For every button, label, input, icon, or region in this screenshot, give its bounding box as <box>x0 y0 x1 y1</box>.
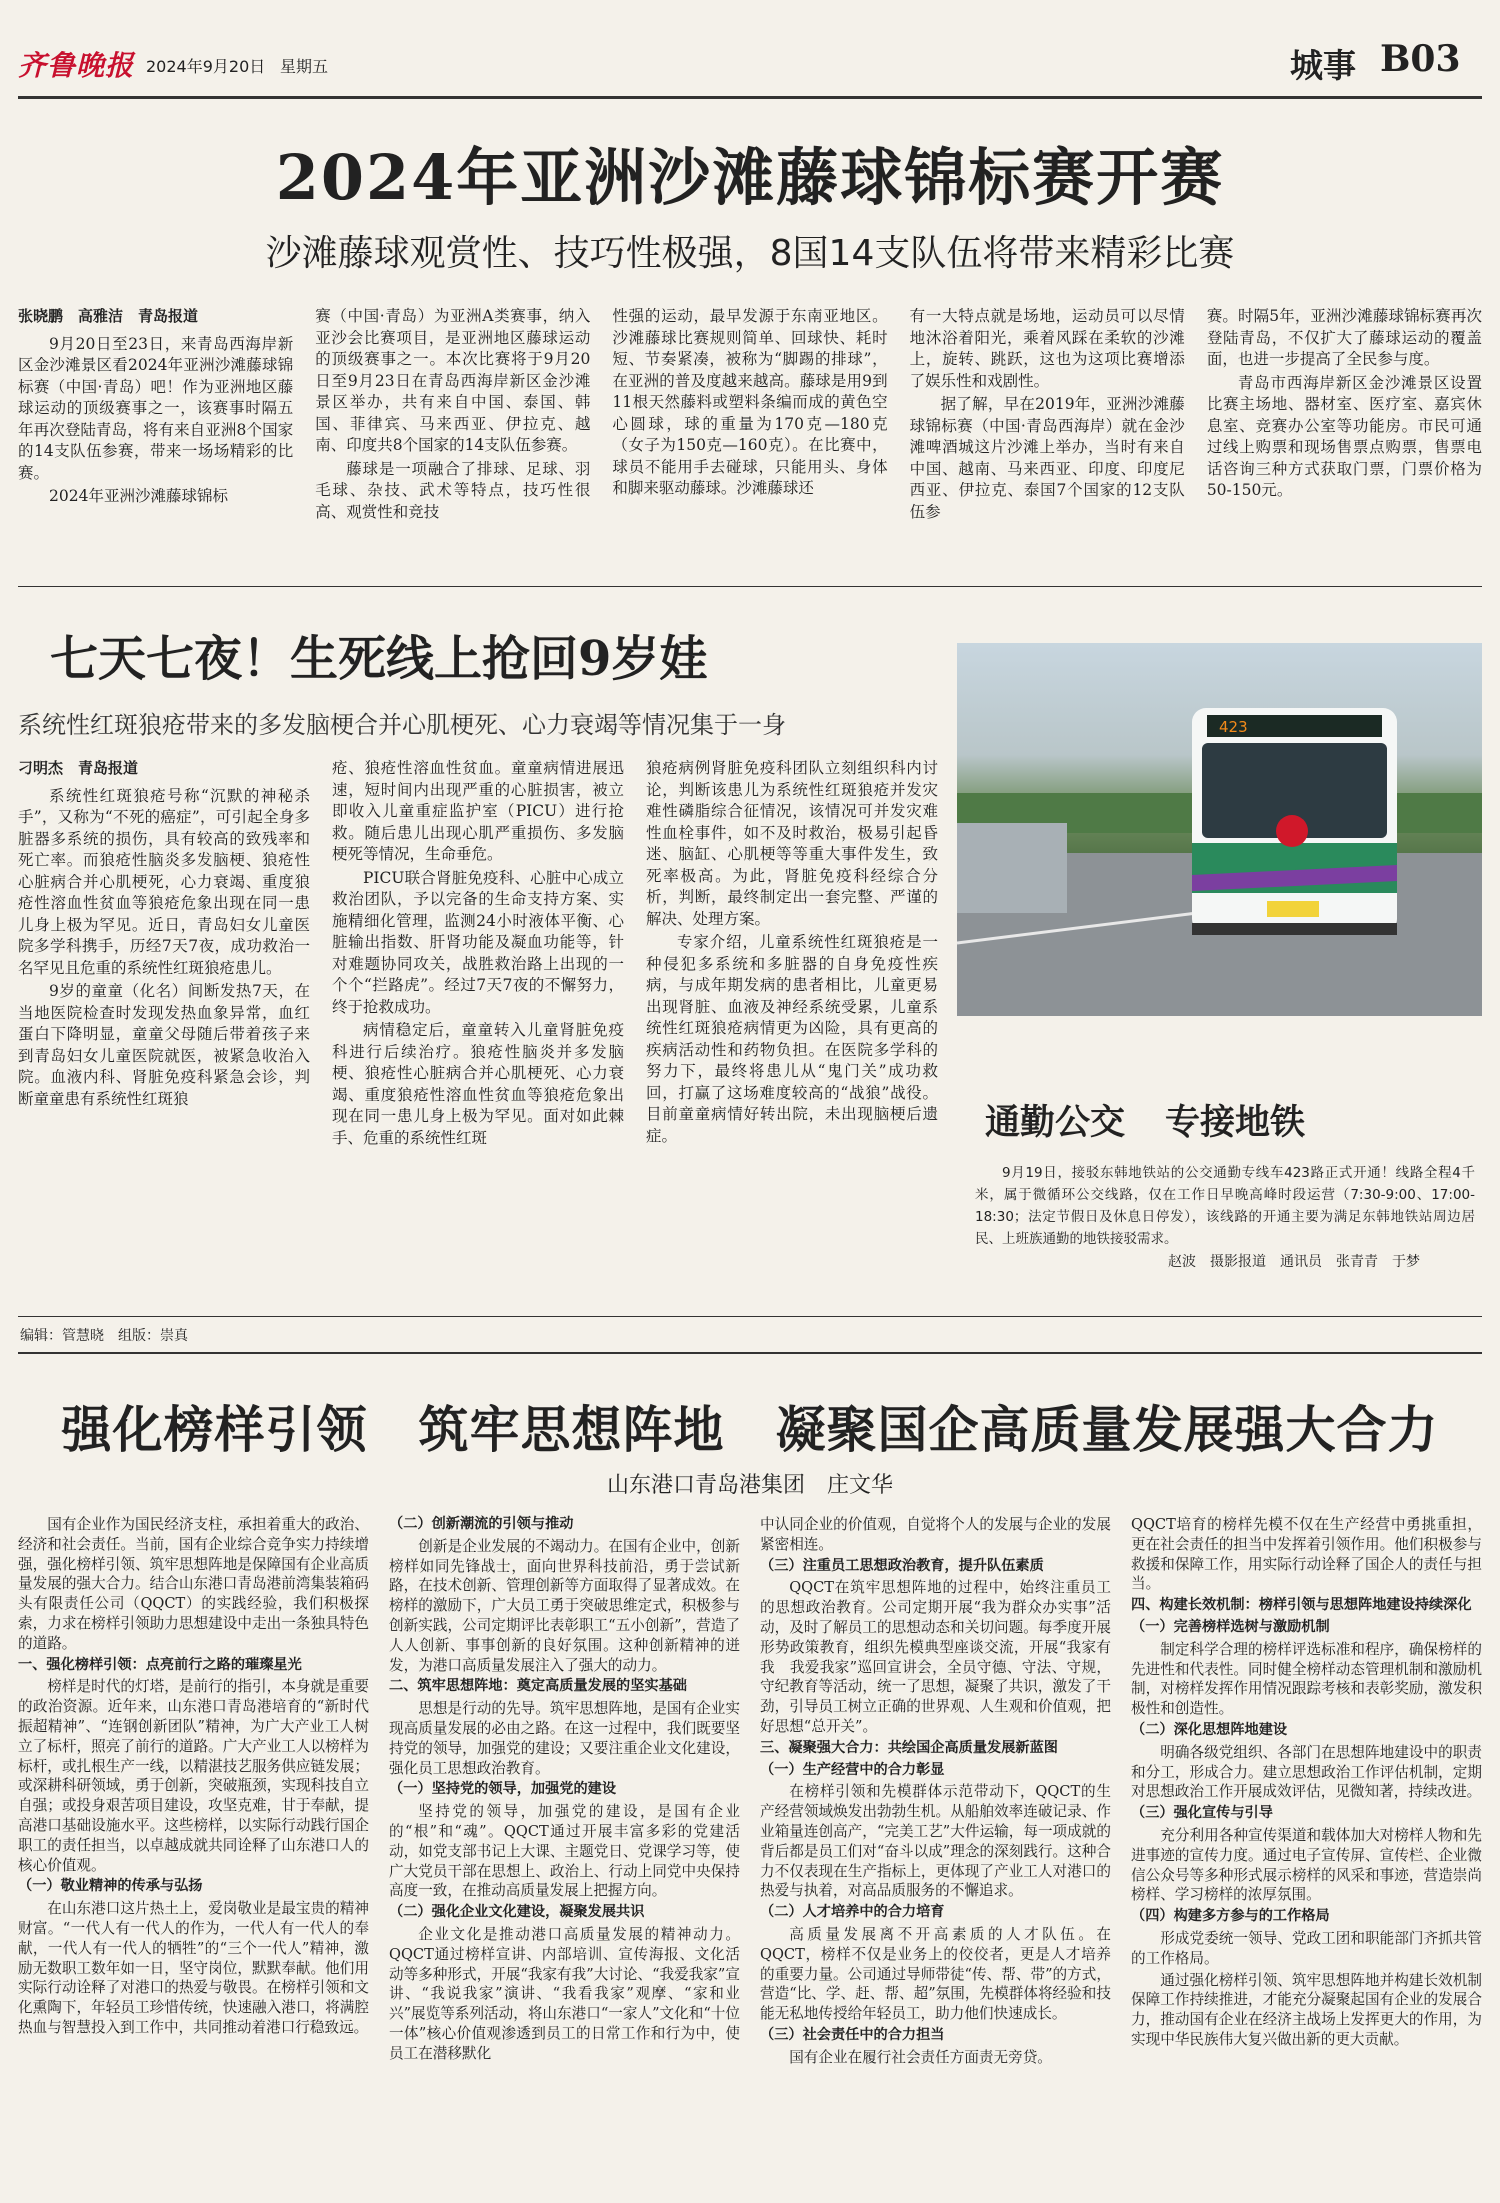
article1-column <box>612 306 887 568</box>
article3-paragraph: 通过强化榜样引领、筑牢思想阵地并构建长效机制保障工作持续推进，才能充分凝聚起国有企业的发展合力，推动国有企业在经济主战场上发挥更大的作用，为实现中华民族伟大复兴做出新的更大贡献。 <box>1131 1971 1482 2048</box>
article3-column <box>389 1515 740 2200</box>
article2-byline: 刁明杰 青岛报道 <box>18 759 139 777</box>
article1-subtitle: 沙滩藤球观赏性、技巧性极强，8国14支队伍将带来精彩比赛 <box>265 233 1235 274</box>
article3-paragraph: 创新是企业发展的不竭动力。在国有企业中，创新榜样如同先锋战士，面向世界科技前沿，勇于尝试新路，在技术创新、管理创新等方面取得了显著成效。在榜样的激励下，广大员工勇于突破思维定式，积极参与创新实践，公司定期评比表彰职工“五小创新”，营造了人人创新、事事创新的良好氛围。这种创新精神的迸发，为港口高质量发展注入了强大的动力。 <box>389 1537 740 1674</box>
article3-paragraph: QQCT在筑牢思想阵地的过程中，始终注重员工的思想政治教育。公司定期开展“我为群众办实事”活动，及时了解员工的思想动态和关切问题。每季度开展形势政策教育，组织先模典型座谈交流，开展“我家有我 我爱我家”巡回宣讲会，全员守德、守法、守规，守纪教育等活动，统一了思想，凝聚了共识，激发了干劲，引导员工树立正确的世界观、人生观和价值观，把好思想“总开关”。 <box>760 1579 1111 1735</box>
article3-paragraph: 形成党委统一领导、党政工团和职能部门齐抓共管的工作格局。 <box>1131 1929 1482 1967</box>
article1-paragraph: 赛（中国·青岛）为亚洲A类赛事，纳入亚沙会比赛项目，是亚洲地区藤球运动的顶级赛事之一。本次比赛将于9月20日至9月23日在青岛西海岸新区金沙滩景区举办，共有来自中国、泰国、韩国、菲律宾、马来西亚、伊拉克、越南、印度共8个国家的14支队伍参赛。 <box>315 307 591 454</box>
article3-subheading: （一）完善榜样选树与激励机制 <box>1131 1618 1330 1635</box>
article1-column <box>315 306 590 568</box>
article2-paragraph: PICU联合肾脏免疫科、心脏中心成立救治团队，予以完备的生命支持方案、实施精细化管理，监测24小时液体平衡、心脏输出指数、肝肾功能及凝血功能等，针对难题协同攻关，战胜救治路上出现的一个个“拦路虎”。经过7天7夜的不懈努力，终于抢救成功。 <box>332 868 624 1016</box>
article3-subheading: （三）强化宣传与引导 <box>1131 1805 1273 1822</box>
article3-subheading: （一）生产经营中的合力彰显 <box>760 1761 945 1778</box>
article3-subheading: 三、凝聚强大合力：共绘国企高质量发展新蓝图 <box>760 1739 1058 1756</box>
photo-credit: 赵波 摄影报道 通讯员 张青青 于梦 <box>1168 1254 1420 1270</box>
photo-title-b: 专接地铁 <box>1165 1102 1306 1143</box>
article1-rule <box>18 586 1482 587</box>
article3-paragraph: 国有企业作为国民经济支柱，承担着重大的政治、经济和社会责任。当前，国有企业综合竞争实力持续增强，强化榜样引领、筑牢思想阵地是保障国有企业高质量发展的强大合力。结合山东港口青岛港前湾集装箱码头有限责任公司（QQCT）的实践经验，我们积极探索，力求在榜样引领助力思想建设中走出一条独具特色的道路。 <box>18 1516 369 1652</box>
masthead-rule <box>18 96 1482 99</box>
bus-photo-drawing <box>957 643 1482 1016</box>
photo-caption: 9月19日，接驳东韩地铁站的公交通勤专线车423路正式开通！线路全程4千米，属于微循环公交线路，仅在工作日早晚高峰时段运营（7:30-9:00、17:00-18:30；法定节假日及休息日停发），该线路的开通主要为满足东韩地铁站周边居民、上班族通勤的地铁接驳需求。 <box>975 1165 1475 1247</box>
article3-title: 强化榜样引领 筑牢思想阵地 凝聚国企高质量发展强大合力 <box>61 1400 1439 1459</box>
article3-paragraph: 制定科学合理的榜样评选标准和程序，确保榜样的先进性和代表性。同时健全榜样动态管理机制和激励机制，对榜样发挥作用情况跟踪考核和表彰奖励，激发积极性和创造性。 <box>1131 1640 1482 1718</box>
masthead <box>18 30 1482 92</box>
article3-subheading: 二、筑牢思想阵地：奠定高质量发展的坚实基础 <box>389 1678 687 1695</box>
article1-paragraph: 赛。时隔5年，亚洲沙滩藤球锦标赛再次登陆青岛，不仅扩大了藤球运动的覆盖面，也进一步提高了全民参与度。 <box>1206 307 1483 368</box>
article3-column <box>760 1515 1111 2200</box>
article3-subheading: （四）构建多方参与的工作格局 <box>1131 1908 1330 1925</box>
article2-paragraph: 专家介绍，儿童系统性红斑狼疮是一种侵犯多系统和多脏器的自身免疫性疾病，与成年期发病的患者相比，儿童更易出现肾脏、血液及神经系统受累，儿童系统性红斑狼疮病情更为凶险，具有更高的疾病活动性和药物负担。在医院多学科的努力下，最终将患儿从“鬼门关”成功救回，打赢了这场难度较高的“战狼”战役。目前童童病情好转出院，未出现脑梗后遗症。 <box>646 933 938 1145</box>
article1-body <box>18 306 1482 568</box>
article1-paragraph: 据了解，早在2019年，亚洲沙滩藤球锦标赛（中国·青岛西海岸）就在金沙滩啤酒城这片沙滩上举办，当时有来自中国、越南、马来西亚、印度、印度尼西亚、伊拉克、泰国7个国家的12支队伍参 <box>909 395 1185 521</box>
article1-paragraph: 2024年亚洲沙滩藤球锦标 <box>49 487 228 505</box>
article1-byline: 张晓鹏 高雅洁 青岛报道 <box>18 307 199 325</box>
article2-paragraph: 系统性红斑狼疮号称“沉默的神秘杀手”，又称为“不死的癌症”，可引起全身多脏器多系统的损伤，具有较高的致残率和死亡率。而狼疮性脑炎多发脑梗、狼疮性心脏病合并心肌梗死，心力衰竭、重度狼疮性溶血性贫血等狼疮危象出现在同一患儿身上极为罕见。近日，青岛妇女儿童医院多学科携手，历经7天7夜，成功救治一名罕见且危重的系统性红斑狼疮患儿。 <box>18 786 310 977</box>
article3-paragraph: QQCT培育的榜样先模不仅在生产经营中勇挑重担，更在社会责任的担当中发挥着引领作用。他们积极参与救援和保障工作，用实际行动诠释了国企人的责任与担当。 <box>1131 1516 1482 1593</box>
article2-title: 七天七夜！生死线上抢回9岁娃 <box>50 631 708 687</box>
issue-weekday: 星期五 <box>280 57 329 76</box>
article3-paragraph: 思想是行动的先导。筑牢思想阵地，是国有企业实现高质量发展的必由之路。在这一过程中，我们既要坚持党的领导，加强党的建设；又要注重企业文化建设，强化员工思想政治教育。 <box>389 1700 740 1777</box>
station-canopy <box>957 823 1067 913</box>
article3-subheading: （一）敬业精神的传承与弘扬 <box>18 1878 203 1895</box>
section-name: 城事 <box>1290 46 1356 85</box>
article2-column <box>18 758 310 1283</box>
article3-column <box>18 1515 369 2200</box>
article2-paragraph: 病情稳定后，童童转入儿童肾脏免疫科进行后续治疗。狼疮性脑炎并多发脑梗、狼疮性心脏病合并心肌梗死、心力衰竭、重度狼疮性溶血性贫血等狼疮危象出现在同一患儿身上极为罕见。面对如此棘手、危重的系统性红斑 <box>332 1021 624 1147</box>
article3-paragraph: 坚持党的领导，加强党的建设，是国有企业的“根”和“魂”。QQCT通过开展丰富多彩的党建活动，如党支部书记上大课、主题党日、党课学习等，使广大党员干部在思想上、政治上、行动上同党中央保持高度一致，在推动高质量发展上把握方向。 <box>389 1803 740 1900</box>
article3-subheading: （三）注重员工思想政治教育，提升队伍素质 <box>760 1557 1044 1574</box>
bus-license-plate <box>1267 901 1319 917</box>
article2-body <box>18 758 938 1283</box>
article2-paragraph: 狼疮病例肾脏免疫科团队立刻组织科内讨论，判断该患儿为系统性红斑狼疮并发灾难性磷脂综合征情况，该情况可并发灾难性血栓事件，如不及时救治，极易引起昏迷、脑缸、心肌梗等等重大事件发生，致死率极高。为此，肾脏免疫科经综合分析，判断，最终制定出一套完整、严谨的解决、处理方案。 <box>646 759 938 928</box>
article3-column <box>1131 1515 1482 2200</box>
bus-route-number: 423 <box>1219 718 1248 736</box>
photo-title <box>985 1095 1305 1145</box>
editor-rule-top <box>18 1316 1482 1317</box>
article3-subheading: 一、强化榜样引领：点亮前行之路的璀璨星光 <box>18 1656 302 1673</box>
article2-column <box>646 758 938 1283</box>
article3-subheading: （二）人才培养中的合力培育 <box>760 1904 945 1921</box>
article3-paragraph: 明确各级党组织、各部门在思想阵地建设中的职责和分工，形成合力。建立思想政治工作评估机制，定期对思想政治工作开展成效评估，见微知著，持续改进。 <box>1131 1743 1482 1801</box>
article3-paragraph: 高质量发展离不开高素质的人才队伍。在QQCT，榜样不仅是业务上的佼佼者，更是人才培养的重要力量。公司通过导师带徒“传、帮、带”的方式，营造“比、学、赶、帮、超”氛围，先模群体将经验和技能无私地传授给年轻员工，助力他们快速成长。 <box>760 1925 1111 2023</box>
newspaper-logo: 齐鲁晚报 <box>18 49 135 82</box>
editor-rule-bottom <box>18 1352 1482 1354</box>
article1-title: 2024年亚洲沙滩藤球锦标赛开赛 <box>275 141 1225 214</box>
article3-subheading: 四、构建长效机制：榜样引领与思想阵地建设持续深化 <box>1131 1597 1472 1614</box>
article2-subtitle: 系统性红斑狼疮带来的多发脑梗合并心肌梗死、心力衰竭等情况集于一身 <box>18 711 786 739</box>
article1-paragraph: 有一大特点就是场地，运动员可以尽情地沐浴着阳光，乘着风踩在柔软的沙滩上，旋转、跳跃，这也为这项比赛增添了娱乐性和戏剧性。 <box>909 307 1185 390</box>
article3-paragraph: 国有企业在履行社会责任方面责无旁贷。 <box>789 2048 1052 2066</box>
article3-subheading: （三）社会责任中的合力担当 <box>760 2026 945 2043</box>
article2-paragraph: 9岁的童童（化名）间断发热7天，在当地医院检查时发现发热血象异常，血红蛋白下降明显，童童父母随后带着孩子来到青岛妇女儿童医院就医，被紧急收治入院。血液内科、肾脏免疫科紧急会诊，判断童童患有系统性红斑狼 <box>18 982 310 1108</box>
issue-date: 2024年9月20日 <box>146 57 266 76</box>
bus-photo <box>957 643 1482 1016</box>
article3-subheading: （二）强化企业文化建设，凝聚发展共识 <box>389 1904 645 1921</box>
article1-paragraph: 9月20日至23日，来青岛西海岸新区金沙滩景区看2024年亚洲沙滩藤球锦标赛（中国·青岛）吧！作为亚洲地区藤球运动的顶级赛事之一，该赛事时隔五年再次登陆青岛，将有来自亚洲8个国家的14支队伍参赛，带来一场场精彩的比赛。 <box>18 334 294 482</box>
article3-paragraph: 中认同企业的价值观，自觉将个人的发展与企业的发展紧密相连。 <box>760 1516 1111 1553</box>
article2-column <box>332 758 624 1283</box>
article1-paragraph: 青岛市西海岸新区金沙滩景区设置比赛主场地、器材室、医疗室、嘉宾休息室、竞赛办公室等功能房。市民可通过线上购票和现场售票点购票，售票电话咨询三种方式获取门票，门票价格为50-150元。 <box>1206 373 1483 499</box>
article3-subheading: （一）坚持党的领导，加强党的建设 <box>389 1781 617 1798</box>
article3-author: 山东港口青岛港集团 庄文华 <box>606 1473 893 1498</box>
article1-paragraph: 性强的运动，最早发源于东南亚地区。沙滩藤球比赛规则简单、回球快、耗时短、节奏紧凑，被称为“脚踢的排球”，在亚洲的普及度越来越高。藤球是用9到11根天然藤料或塑料条编而成的黄色空心圆球，球的重量为170克—180克（女子为150克—160克）。在比赛中，球员不能用手去碰球，只能用头、身体和脚来驱动藤球。沙滩藤球还 <box>612 307 888 497</box>
bus-bumper <box>1192 923 1397 935</box>
article1-column <box>910 306 1185 568</box>
red-ribbon-flower <box>1276 815 1308 847</box>
article3-paragraph: 在榜样引领和先模群体示范带动下，QQCT的生产经营领域焕发出勃勃生机。从船舶效率连破记录、作业箱量连创高产，“完美工艺”大件运输，每一项成就的背后都是员工们对“奋斗以成”理念的深刻践行。这种合力不仅表现在生产指标上，更体现了产业工人对港口的热爱与执着，对高品质服务的不懈追求。 <box>760 1783 1111 1900</box>
article3-paragraph: 在山东港口这片热土上，爱岗敬业是最宝贵的精神财富。“一代人有一代人的作为，一代人有一代人的奉献，一代人有一代人的牺牲”的“三个一代人”精神，激励无数职工数年如一日，坚守岗位，默默奉献。他们用实际行动诠释了对港口的热爱与敬畏。在榜样引领和文化熏陶下，年轻员工珍惜传统，快速融入港口，将满腔热血与智慧投入到工作中，共同推动着港口行稳致远。 <box>18 1900 369 2036</box>
article1-paragraph: 藤球是一项融合了排球、足球、羽毛球、杂技、武术等特点，技巧性很高、观赏性和竞技 <box>315 459 591 521</box>
photo-title-a: 通勤公交 <box>985 1102 1126 1143</box>
article3-subheading: （二）创新潮流的引领与推动 <box>389 1516 574 1532</box>
page-number: B03 <box>1380 38 1461 80</box>
article2-paragraph: 疮、狼疮性溶血性贫血。童童病情进展迅速，短时间内出现严重的心脏损害，被立即收入儿童重症监护室（PICU）进行抢救。随后患儿出现心肌严重损伤、多发脑梗死等情况，生命垂危。 <box>332 759 624 863</box>
article3-paragraph: 企业文化是推动港口高质量发展的精神动力。QQCT通过榜样宣讲、内部培训、宣传海报、文化活动等多种形式，开展“我家有我”大讨论、“我爱我家”宣讲、“我说我家”演讲、“我看我家”观摩、“家和业兴”展览等系列活动，将山东港口“一家人”文化和“十位一体”核心价值观渗透到员工的日常工作和行为中，使员工在潜移默化 <box>389 1925 740 2062</box>
article3-body <box>18 1515 1482 2200</box>
article3-paragraph: 榜样是时代的灯塔，是前行的指引，本身就是重要的政治资源。近年来，山东港口青岛港培育的“新时代振超精神”、“连钢创新团队”精神，为广大产业工人树立了标杆，照亮了前行的道路。广大产业工人以榜样为标杆，或扎根生产一线，以精湛技艺服务供应链发展；或深耕科研领域，勇于创新，突破瓶颈，实现科技自立自强；或投身艰苦项目建设，攻坚克难，甘于奉献，提高港口基础设施水平。这些榜样，以实际行动践行国企职工的责任担当，以卓越成就共同诠释了山东港口人的核心价值观。 <box>18 1678 369 1874</box>
article1-column <box>18 306 293 568</box>
article3-subheading: （二）深化思想阵地建设 <box>1131 1721 1288 1738</box>
editor-credit: 编辑：管慧晓 组版：崇真 <box>20 1328 188 1344</box>
article1-column <box>1207 306 1482 568</box>
article3-paragraph: 充分利用各种宣传渠道和载体加大对榜样人物和先进事迹的宣传力度。通过电子宣传屏、宣传栏、企业微信公众号等多种形式展示榜样的风采和事迹，营造崇尚榜样、学习榜样的浓厚氛围。 <box>1131 1826 1482 1904</box>
